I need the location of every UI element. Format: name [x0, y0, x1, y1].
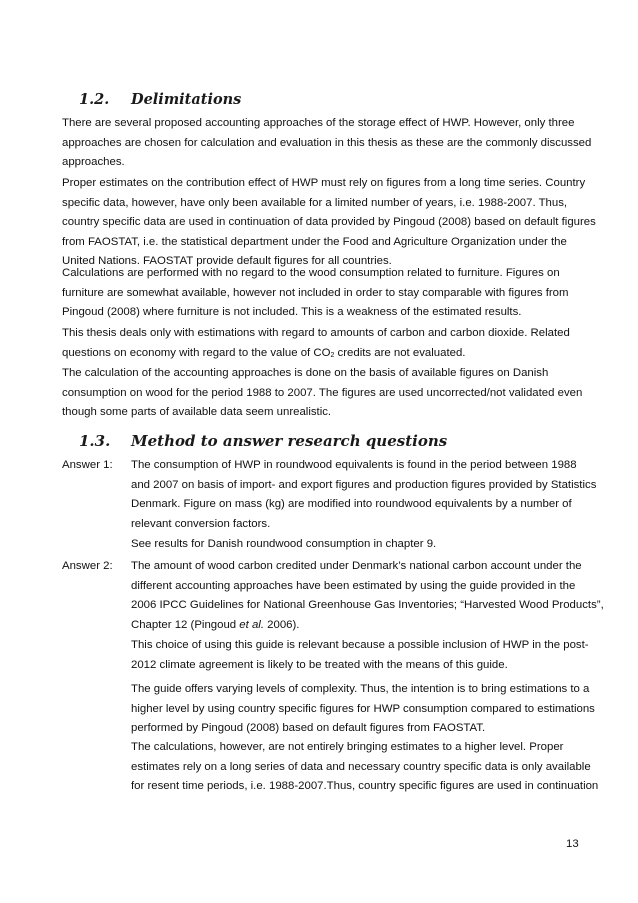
text-line: approaches. [62, 156, 125, 168]
text-line: from FAOSTAT, i.e. the statistical department under the Food and Agriculture Organization under the [62, 235, 567, 248]
answer-2-calculations [131, 738, 599, 797]
text-line: consumption on wood for the period 1988 to 2007. The figures are used uncorrected/not validated even [62, 386, 583, 399]
answer-2-complexity [131, 680, 595, 739]
text-line: Pingoud (2008) where furniture is not included. This is a weakness of the estimated results. [62, 306, 522, 318]
text-line: The consumption of HWP in roundwood equivalents is found in the period between 1988 [131, 459, 577, 471]
text-line: There are several proposed accounting approaches of the storage effect of HWP. However, only three [62, 117, 575, 129]
answer-2-text [131, 557, 604, 635]
text-fragment: Chapter 12 (Pingoud [131, 618, 240, 631]
paragraph-approaches [62, 114, 592, 173]
italic-text: et al. [239, 618, 264, 631]
text-line: Proper estimates on the contribution effect of HWP must rely on figures from a long time series. Country [62, 177, 586, 189]
text-line: The amount of wood carbon credited under Denmark’s national carbon account under the [131, 560, 582, 572]
text-line: and 2007 on basis of import- and export figures and production figures provided by Statistics [131, 478, 597, 491]
text-line: estimates rely on a long series of data and necessary country specific data is only available [131, 760, 591, 773]
answer-2-guide-choice [131, 636, 589, 675]
paragraph-carbon-scope [62, 324, 582, 365]
page-number: 13 [566, 838, 579, 850]
answer-2-label: Answer 2: [62, 560, 113, 572]
text-fragment: questions on economy with regard to the value of CO [62, 346, 331, 359]
text-line: though some parts of available data seem unrealistic. [62, 406, 332, 418]
text-line: The calculations, however, are not entirely bringing estimates to a higher level. Proper [131, 741, 564, 753]
answer-1-see-results [131, 535, 581, 555]
text-line: different accounting approaches have been estimated by using the guide provided in the [131, 579, 576, 592]
paragraph-calculation-basis [62, 364, 582, 423]
text-line: 2012 climate agreement is likely to be treated with the means of this guide. [131, 658, 508, 671]
text-line: performed by Pingoud (2008) based on default figures from FAOSTAT. [131, 722, 486, 734]
section-number: 1.3. [79, 432, 111, 450]
text-line: United Nations. FAOSTAT provide default figures for all countries. [62, 255, 392, 267]
text-line: relevant conversion factors. [131, 517, 271, 530]
text-line: See results for Danish roundwood consumption in chapter 9. [131, 538, 437, 550]
answer-1-text [131, 456, 597, 534]
text-line [62, 344, 582, 366]
text-line: Calculations are performed with no regard to the wood consumption related to furniture. Figures on [62, 267, 560, 279]
text-line: 2006 IPCC Guidelines for National Greenhouse Gas Inventories; “Harvested Wood Products”, [131, 599, 604, 611]
text-fragment: 2006). [264, 618, 300, 631]
text-line: higher level by using country specific figures for HWP consumption compared to estimations [131, 702, 595, 715]
text-line: for resent time periods, i.e. 1988-2007.Thus, country specific figures are used in continuation [131, 780, 599, 792]
text-line: specific data, however, have only been available for a limited number of years, i.e. 1988-2007. Thus, [62, 196, 568, 209]
text-line: country specific data are used in continuation of data provided by Pingoud (2008) based on default figures [62, 216, 596, 228]
section-title: Delimitations [131, 91, 242, 108]
section-heading-delimitations [79, 91, 241, 108]
subscript: 2 [330, 351, 335, 359]
text-fragment: credits are not evaluated. [334, 346, 466, 359]
section-number: 1.2. [79, 91, 110, 108]
text-line: This choice of using this guide is relevant because a possible inclusion of HWP in the post- [131, 639, 589, 651]
text-line: approaches are chosen for calculation and evaluation in this thesis as these are the commonly discussed [62, 136, 592, 149]
text-line: This thesis deals only with estimations with regard to amounts of carbon and carbon dioxide. Related [62, 327, 570, 339]
section-heading-method [79, 432, 447, 450]
text-line: The guide offers varying levels of complexity. Thus, the intention is to bring estimations to a [131, 683, 590, 695]
paragraph-furniture [62, 264, 582, 323]
text-line: furniture are somewhat available, however not included in order to stay comparable with figures from [62, 286, 569, 299]
section-title: Method to answer research questions [131, 432, 448, 450]
answer-1-label: Answer 1: [62, 459, 113, 471]
text-line: Denmark. Figure on mass (kg) are modified into roundwood equivalents by a number of [131, 498, 572, 510]
text-line: The calculation of the accounting approaches is done on the basis of available figures on Danish [62, 367, 549, 379]
text-line [131, 616, 581, 636]
paragraph-estimates [62, 174, 596, 272]
